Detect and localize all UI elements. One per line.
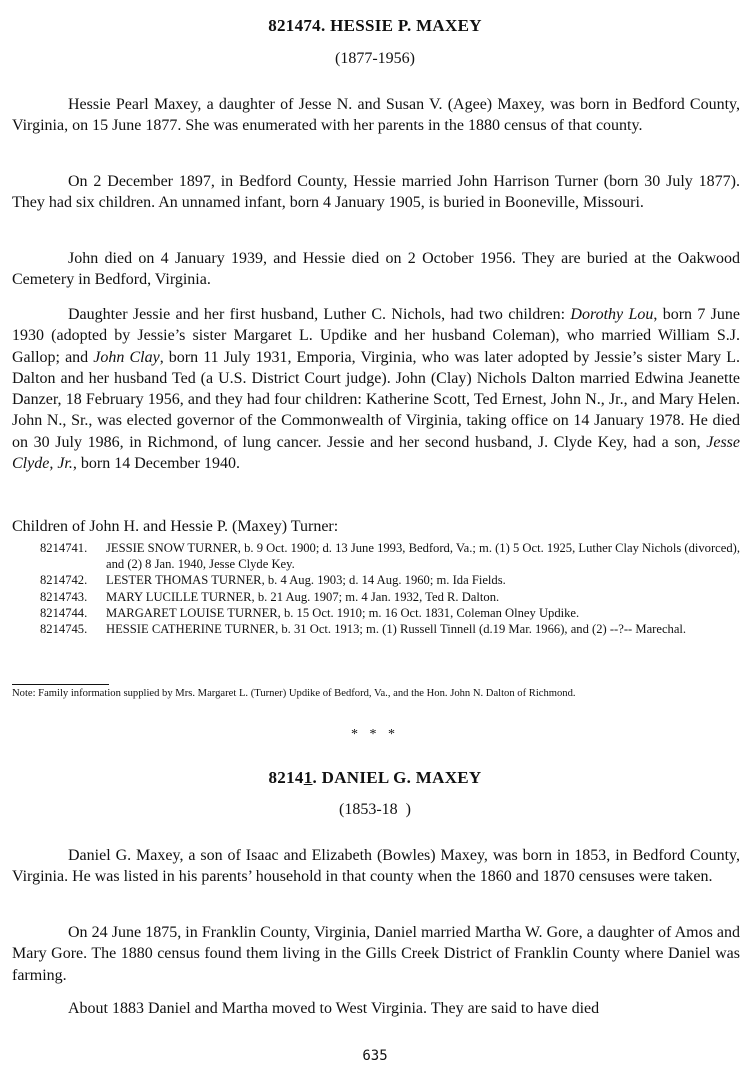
list-item <box>40 589 740 605</box>
paragraph: On 2 December 1897, in Bedford County, Hessie married John Harrison Turner (born 30 July 1877). They had six children. An unnamed infant, born 4 January 1905, is buried in Booneville, Missouri. <box>12 173 740 212</box>
child-text: LESTER THOMAS TURNER, b. 4 Aug. 1903; d. 14 Aug. 1960; m. Ida Fields. <box>106 573 506 588</box>
list-item <box>40 621 740 637</box>
heading-number-underlined: 1 <box>303 768 313 787</box>
heading-number: 8214 <box>268 768 304 787</box>
heading-name: . DANIEL G. MAXEY <box>312 768 482 787</box>
child-number: 8214741. <box>40 541 88 555</box>
entry-years: (1877-1956) <box>335 50 415 67</box>
child-text: HESSIE CATHERINE TURNER, b. 31 Oct. 1913; m. (1) Russell Tinnell (d.19 Mar. 1966), and (2) --?-- Marechal. <box>106 622 687 637</box>
footnote: Note: Family information supplied by Mrs. Margaret L. (Turner) Updike of Bedford, Va., and the Hon. John N. Dalton of Richmond. <box>12 688 576 699</box>
list-item <box>40 540 740 572</box>
text-run: , born 7 June 1930 (adopted by Jessie’s sister Margaret L. Updike and her husband Coleman), who married William S.J. Gallop; and <box>12 306 741 366</box>
entry-heading: 821474. HESSIE P. MAXEY <box>268 16 482 35</box>
footnote-rule <box>12 684 109 685</box>
paragraph: On 24 June 1875, in Franklin County, Virginia, Daniel married Martha W. Gore, a daughter of Amos and Mary Gore. The 1880 census found them living in the Gills Creek District of Franklin County where Daniel was farming. <box>12 924 740 984</box>
list-item <box>40 605 740 621</box>
list-item <box>40 572 740 588</box>
page-number: 635 <box>362 1048 388 1064</box>
child-text: MARGARET LOUISE TURNER, b. 15 Oct. 1910; m. 16 Oct. 1831, Coleman Olney Updike. <box>106 605 580 620</box>
paragraph: John died on 4 January 1939, and Hessie died on 2 October 1956. They are buried at the Oakwood Cemetery in Bedford, Virginia. <box>12 250 740 289</box>
text-run: Daughter Jessie and her first husband, Luther C. Nichols, had two children: <box>68 306 571 323</box>
paragraph: Daniel G. Maxey, a son of Isaac and Elizabeth (Bowles) Maxey, was born in 1853, in Bedford County, Virginia. He was listed in his parents’ household in that county when the 1860 and 1870 censuses were taken. <box>12 847 740 886</box>
text-run: , born 14 December 1940. <box>72 455 240 473</box>
child-name: John Clay <box>93 348 160 366</box>
children-title: Children of John H. and Hessie P. (Maxey) Turner: <box>12 518 339 535</box>
child-text: JESSIE SNOW TURNER, b. 9 Oct. 1900; d. 13 June 1993, Bedford, Va.; m. (1) 5 Oct. 1925, Luther Clay Nichols (divorced), and (2) 8 Jan. 1940, Jesse Clyde Key. <box>106 541 740 572</box>
child-number: 8214744. <box>40 605 88 620</box>
section-separator: * * * <box>351 727 399 742</box>
child-number: 8214742. <box>40 573 88 588</box>
child-name: Dorothy Lou <box>570 306 654 323</box>
entry-heading <box>0 768 750 788</box>
child-text: MARY LUCILLE TURNER, b. 21 Aug. 1907; m. 4 Jan. 1932, Ted R. Dalton. <box>106 589 500 604</box>
entry-years: (1853-18 ) <box>339 801 411 818</box>
child-number: 8214743. <box>40 589 88 604</box>
paragraph <box>12 304 740 474</box>
child-number: 8214745. <box>40 622 88 637</box>
paragraph: Hessie Pearl Maxey, a daughter of Jesse N. and Susan V. (Agee) Maxey, was born in Bedford County, Virginia, on 15 June 1877. She was enumerated with her parents in the 1880 census of that county. <box>12 96 740 135</box>
children-list <box>40 540 740 637</box>
child-name: Jesse Clyde, Jr. <box>12 433 740 473</box>
paragraph: About 1883 Daniel and Martha moved to West Virginia. They are said to have died <box>68 1000 600 1017</box>
text-run: , born 11 July 1931, Emporia, Virginia, who was later adopted by Jessie’s sister Mary L. Dalton and her husband Ted (a U.S. District Court judge). John (Clay) Nichols Dalton married Edwina Jeanette Danzer, 18 February 1956, and they had four children: Katherine Scott, Ted Ernest, John N., Jr., and Mary Helen. John N., Sr., was elected governor of the Commonwealth of Virginia, taking office on 14 January 1978. He died on 30 July 1986, in Richmond, of lung cancer. Jessie and her second husband, J. Clyde Key, had a son, <box>12 348 741 451</box>
